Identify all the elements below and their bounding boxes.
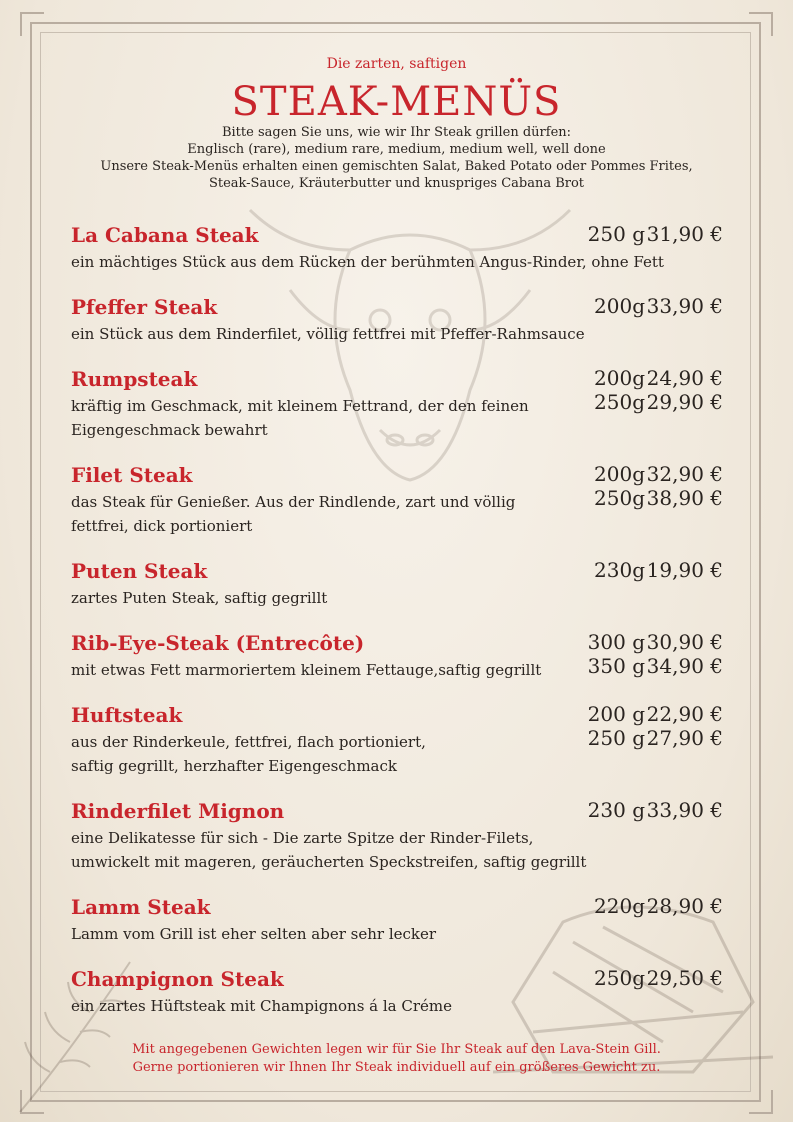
item-description: mit etwas Fett marmoriertem kleinem Fettauge,saftig gegrillt (71, 661, 542, 679)
menu-item (71, 462, 723, 538)
menu-footer-note (0, 1041, 793, 1077)
item-price: 31,90 € (646, 222, 723, 246)
item-price: 19,90 € (646, 558, 723, 582)
item-description-line: fettfrei, dick portioniert (71, 517, 253, 535)
item-weight: 220g (594, 894, 645, 918)
item-weight: 250 g (587, 726, 645, 750)
item-description-line: Eigengeschmack bewahrt (71, 421, 268, 439)
item-description-line: umwickelt mit mageren, geräucherten Speckstreifen, saftig gegrillt (71, 853, 587, 871)
intro-line: Unsere Steak-Menüs erhalten einen gemischten Salat, Baked Potato oder Pommes Frites, (100, 159, 693, 174)
price-line (588, 222, 723, 246)
item-name: Puten Steak (71, 559, 208, 583)
menu-item (71, 222, 723, 274)
footer-line: Gerne portionieren wir Ihnen Ihr Steak individuell auf ein größeres Gewicht zu. (132, 1060, 661, 1075)
item-description: ein Stück aus dem Rinderfilet, völlig fettfrei mit Pfeffer-Rahmsauce (71, 325, 585, 343)
item-name: Champignon Steak (71, 967, 284, 991)
menu-title: STEAK-MENÜS (231, 79, 562, 125)
item-price: 27,90 € (646, 726, 723, 750)
menu-item (71, 294, 723, 346)
price-line (594, 294, 723, 318)
menu-item (71, 702, 723, 778)
menu-item (71, 630, 723, 682)
price-line (594, 894, 723, 918)
footer-line: Mit angegebenen Gewichten legen wir für Sie Ihr Steak auf den Lava-Stein Gill. (132, 1042, 661, 1057)
item-weight: 200g (594, 366, 645, 390)
item-weight: 350 g (587, 654, 645, 678)
item-name: Rumpsteak (71, 367, 198, 391)
price-line (594, 462, 723, 486)
frame-corner-ornament (749, 1090, 773, 1114)
menu-item (71, 558, 723, 610)
menu-subtitle: Die zarten, saftigen (326, 56, 467, 72)
item-prices (594, 462, 723, 510)
item-prices (594, 366, 723, 414)
item-price: 33,90 € (646, 294, 723, 318)
price-line (588, 654, 723, 678)
item-weight: 250g (594, 486, 645, 510)
item-weight: 250g (594, 390, 645, 414)
intro-line: Englisch (rare), medium rare, medium, medium well, well done (187, 142, 606, 157)
item-weight: 250 g (587, 222, 645, 246)
item-description: ein mächtiges Stück aus dem Rücken der berühmten Angus-Rinder, ohne Fett (71, 253, 664, 271)
item-prices (588, 702, 723, 750)
item-prices (588, 798, 723, 822)
menu-item (71, 894, 723, 946)
item-price: 24,90 € (646, 366, 723, 390)
item-price: 22,90 € (646, 702, 723, 726)
price-line (588, 726, 723, 750)
item-description (71, 826, 723, 874)
item-name: La Cabana Steak (71, 223, 259, 247)
menu-item (71, 366, 723, 442)
item-description: zartes Puten Steak, saftig gegrillt (71, 589, 328, 607)
item-name: Filet Steak (71, 463, 193, 487)
item-name: Pfeffer Steak (71, 295, 218, 319)
item-price: 30,90 € (646, 630, 723, 654)
price-line (594, 558, 723, 582)
menu-intro (0, 124, 793, 192)
item-description: ein zartes Hüftsteak mit Champignons á la Créme (71, 997, 452, 1015)
item-price: 33,90 € (646, 798, 723, 822)
item-weight: 200g (594, 462, 645, 486)
price-line (594, 966, 723, 990)
intro-line: Bitte sagen Sie uns, wie wir Ihr Steak grillen dürfen: (221, 125, 572, 140)
item-prices (588, 630, 723, 678)
item-name: Lamm Steak (71, 895, 211, 919)
intro-line: Steak-Sauce, Kräuterbutter und knuspriges Cabana Brot (208, 176, 585, 191)
item-weight: 250g (594, 966, 645, 990)
price-line (588, 798, 723, 822)
item-price: 28,90 € (646, 894, 723, 918)
frame-corner-ornament (749, 12, 773, 36)
item-name: Rib-Eye-Steak (Entrecôte) (71, 631, 365, 655)
item-description-line: eine Delikatesse für sich - Die zarte Spitze der Rinder-Filets, (71, 829, 534, 847)
menu-item (71, 966, 723, 1018)
item-name: Huftsteak (71, 703, 183, 727)
item-price: 34,90 € (646, 654, 723, 678)
item-weight: 200g (594, 294, 645, 318)
item-name: Rinderfilet Mignon (71, 799, 285, 823)
item-description-line: das Steak für Genießer. Aus der Rindlende, zart und völlig (71, 493, 516, 511)
item-description-line: saftig gegrillt, herzhafter Eigengeschmack (71, 757, 397, 775)
item-price: 29,90 € (646, 390, 723, 414)
price-line (594, 486, 723, 510)
price-line (594, 366, 723, 390)
price-line (588, 702, 723, 726)
item-price: 29,50 € (646, 966, 723, 990)
item-weight: 200 g (587, 702, 645, 726)
item-description-line: kräftig im Geschmack, mit kleinem Fettrand, der den feinen (71, 397, 529, 415)
item-description: Lamm vom Grill ist eher selten aber sehr lecker (71, 925, 437, 943)
item-prices (588, 222, 723, 246)
item-price: 32,90 € (646, 462, 723, 486)
item-prices (594, 558, 723, 582)
menu-item (71, 798, 723, 874)
item-prices (594, 966, 723, 990)
frame-corner-ornament (20, 12, 44, 36)
item-weight: 300 g (587, 630, 645, 654)
item-description-line: aus der Rinderkeule, fettfrei, flach portioniert, (71, 733, 426, 751)
item-weight: 230 g (587, 798, 645, 822)
item-weight: 230g (594, 558, 645, 582)
item-price: 38,90 € (646, 486, 723, 510)
item-prices (594, 294, 723, 318)
item-prices (594, 894, 723, 918)
price-line (594, 390, 723, 414)
price-line (588, 630, 723, 654)
